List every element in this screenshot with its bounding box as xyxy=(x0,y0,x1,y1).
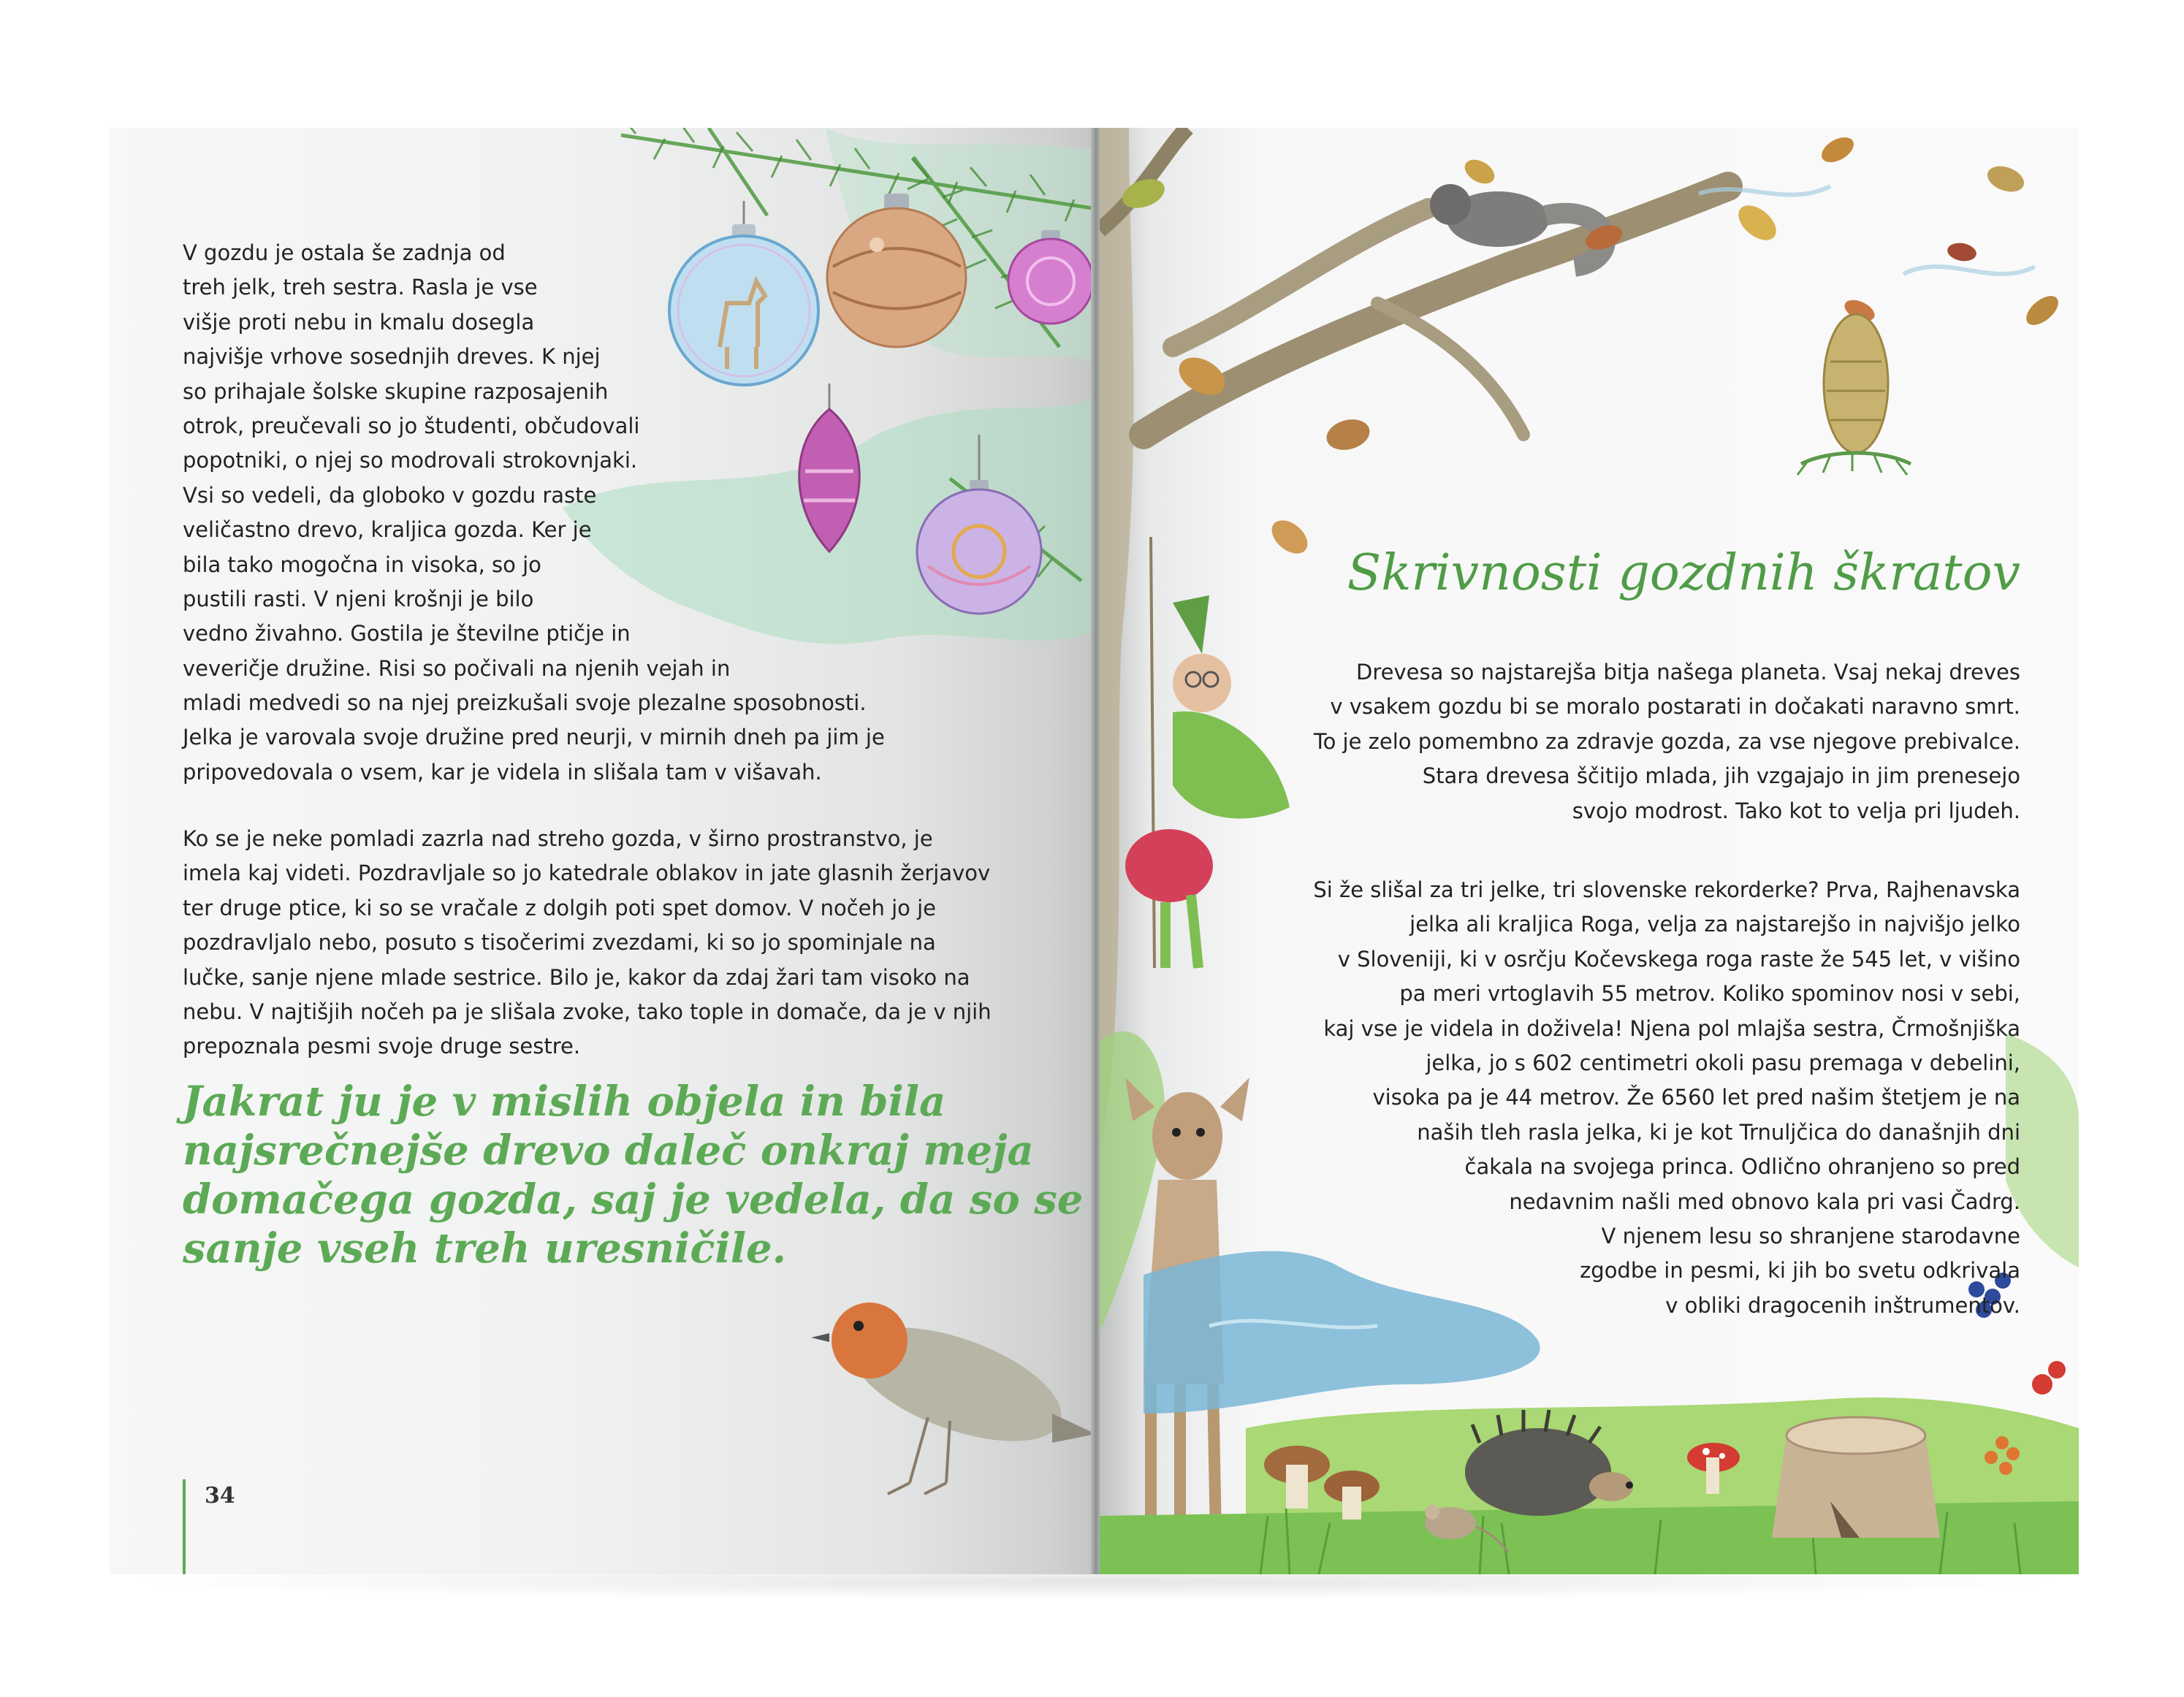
text-line: najvišje vrhove sosednjih dreves. K njej xyxy=(183,344,601,370)
text-line: imela kaj videti. Pozdravljale so jo katedrale oblakov in jate glasnih žerjavov xyxy=(183,861,991,886)
chapter-title: Skrivnosti gozdnih škratov xyxy=(1347,544,2020,602)
text-line: Ko se je neke pomladi zazrla nad streho gozda, v širno prostranstvo, je xyxy=(183,826,933,851)
text-line: svojo modrost. Tako kot to velja pri ljudeh. xyxy=(1572,798,2020,823)
text-line: čakala na svojega princa. Odlično ohranjeno so pred xyxy=(1464,1154,2020,1180)
text-line: zgodbe in pesmi, ki jih bo svetu odkrivala xyxy=(1580,1258,2020,1284)
text-line: jelka, jo s 602 centimetri okoli pasu premaga v debelini, xyxy=(1426,1050,2020,1075)
text-line: pozdravljalo nebo, posuto s tisočerimi zvezdami, ki so jo spominjale na xyxy=(183,930,936,956)
text-line: mladi medvedi so na njej preizkušali svoje plezalne sposobnosti. xyxy=(183,690,867,716)
left-paragraph-1 xyxy=(183,236,885,790)
text-line: veličastno drevo, kraljica gozda. Ker je xyxy=(183,517,592,543)
text-line: vedno živahno. Gostila je številne ptičje in xyxy=(183,621,631,647)
text-line: so prihajale šolske skupine razposajenih xyxy=(183,378,609,404)
text-line: ter druge ptice, ki so se vračale z dolgih poti spet domov. V nočeh jo je xyxy=(183,895,937,920)
right-page xyxy=(1100,128,2079,1574)
right-paragraph-1 xyxy=(1314,655,2020,828)
quote-line: sanje vseh treh uresničile. xyxy=(183,1224,787,1273)
left-paragraph-2 xyxy=(183,822,992,1064)
right-page-illustrations xyxy=(1100,128,2079,1574)
text-line: Si že slišal za tri jelke, tri slovenske rekorderke? Prva, Rajhenavska xyxy=(1313,877,2020,902)
text-line: V gozdu je ostala še zadnja od xyxy=(183,240,506,265)
page-number: 34 xyxy=(205,1483,235,1509)
text-line: v Sloveniji, ki v osrčju Kočevskega roga raste že 545 let, v višino xyxy=(1337,946,2020,972)
text-line: nedavnim našli med obnovo kala pri vasi Čadrg. xyxy=(1509,1189,2020,1214)
text-line: visoka pa je 44 metrov. Že 6560 let pred našim štetjem je na xyxy=(1372,1085,2020,1110)
text-line: v obliki dragocenih inštrumentov. xyxy=(1665,1292,2020,1318)
quote-line: domačega gozda, saj je vedela, da so se xyxy=(183,1175,1084,1224)
text-line: naših tleh rasla jelka, ki je kot Trnuljčica do današnjih dni xyxy=(1417,1119,2020,1145)
text-line: višje proti nebu in kmalu dosegla xyxy=(183,309,535,335)
robin-bird-illustration xyxy=(811,1303,1092,1494)
text-line: Stara drevesa ščitijo mlada, jih vzgajajo in jim prenesejo xyxy=(1422,763,2020,789)
text-line: Drevesa so najstarejša bitja našega planeta. Vsaj nekaj dreves xyxy=(1356,660,2020,684)
text-line: veveričje družine. Risi so počivali na njenih vejah in xyxy=(183,655,731,681)
text-line: To je zelo pomembno za zdravje gozda, za vse njegove prebivalce. xyxy=(1313,728,2020,754)
fir-cone-illustration xyxy=(1797,314,1911,475)
text-line: bila tako mogočna in visoka, so jo xyxy=(183,552,541,577)
text-line: Vsi so vedeli, da globoko v gozdu raste xyxy=(183,482,597,508)
text-line: pripovedovala o vsem, kar je videla in slišala tam v višavah. xyxy=(183,759,822,785)
text-line: otrok, preučevali so jo študenti, občudovali xyxy=(183,413,640,438)
text-line: jelka ali kraljica Roga, velja za najstarejšo in najvišjo jelko xyxy=(1409,912,2020,937)
text-line: prepoznala pesmi svoje druge sestre. xyxy=(183,1034,581,1059)
quote-line: najsrečnejše drevo daleč onkraj meja xyxy=(183,1126,1034,1175)
tree-stump-illustration xyxy=(1772,1417,1940,1538)
text-line: lučke, sanje njene mlade sestrice. Bilo je, kakor da zdaj žari tam visoko na xyxy=(183,964,970,990)
highlight-quote xyxy=(183,1078,1083,1273)
quote-line: Jakrat ju je v mislih objela in bila xyxy=(183,1078,946,1126)
text-line: nebu. V najtišjih nočeh pa je slišala zvoke, tako tople in domače, da je v njih xyxy=(183,999,992,1024)
text-line: kaj vse je videla in doživela! Njena pol mlajša sestra, Črmošnjiška xyxy=(1323,1015,2020,1041)
falling-leaves-illustration xyxy=(1119,132,2063,560)
gnome-illustration xyxy=(1125,537,1290,968)
text-line: Jelka je varovala svoje družine pred neurji, v mirnih dneh pa jim je xyxy=(183,725,885,750)
text-line: popotniki, o njej so modrovali strokovnjaki. xyxy=(183,448,638,473)
right-paragraph-2 xyxy=(1313,873,2020,1323)
page-number-rule xyxy=(183,1479,186,1574)
text-line: v vsakem gozdu bi se moralo postarati in dočakati naravno smrt. xyxy=(1330,694,2020,720)
text-line: pustili rasti. V njeni krošnji je bilo xyxy=(183,586,534,611)
text-line: V njenem lesu so shranjene starodavne xyxy=(1601,1223,2020,1248)
left-page xyxy=(110,128,1092,1574)
text-line: pa meri vrtoglavih 55 metrov. Koliko spominov nosi v sebi, xyxy=(1399,981,2020,1007)
text-line: treh jelk, treh sestra. Rasla je vse xyxy=(183,275,538,300)
